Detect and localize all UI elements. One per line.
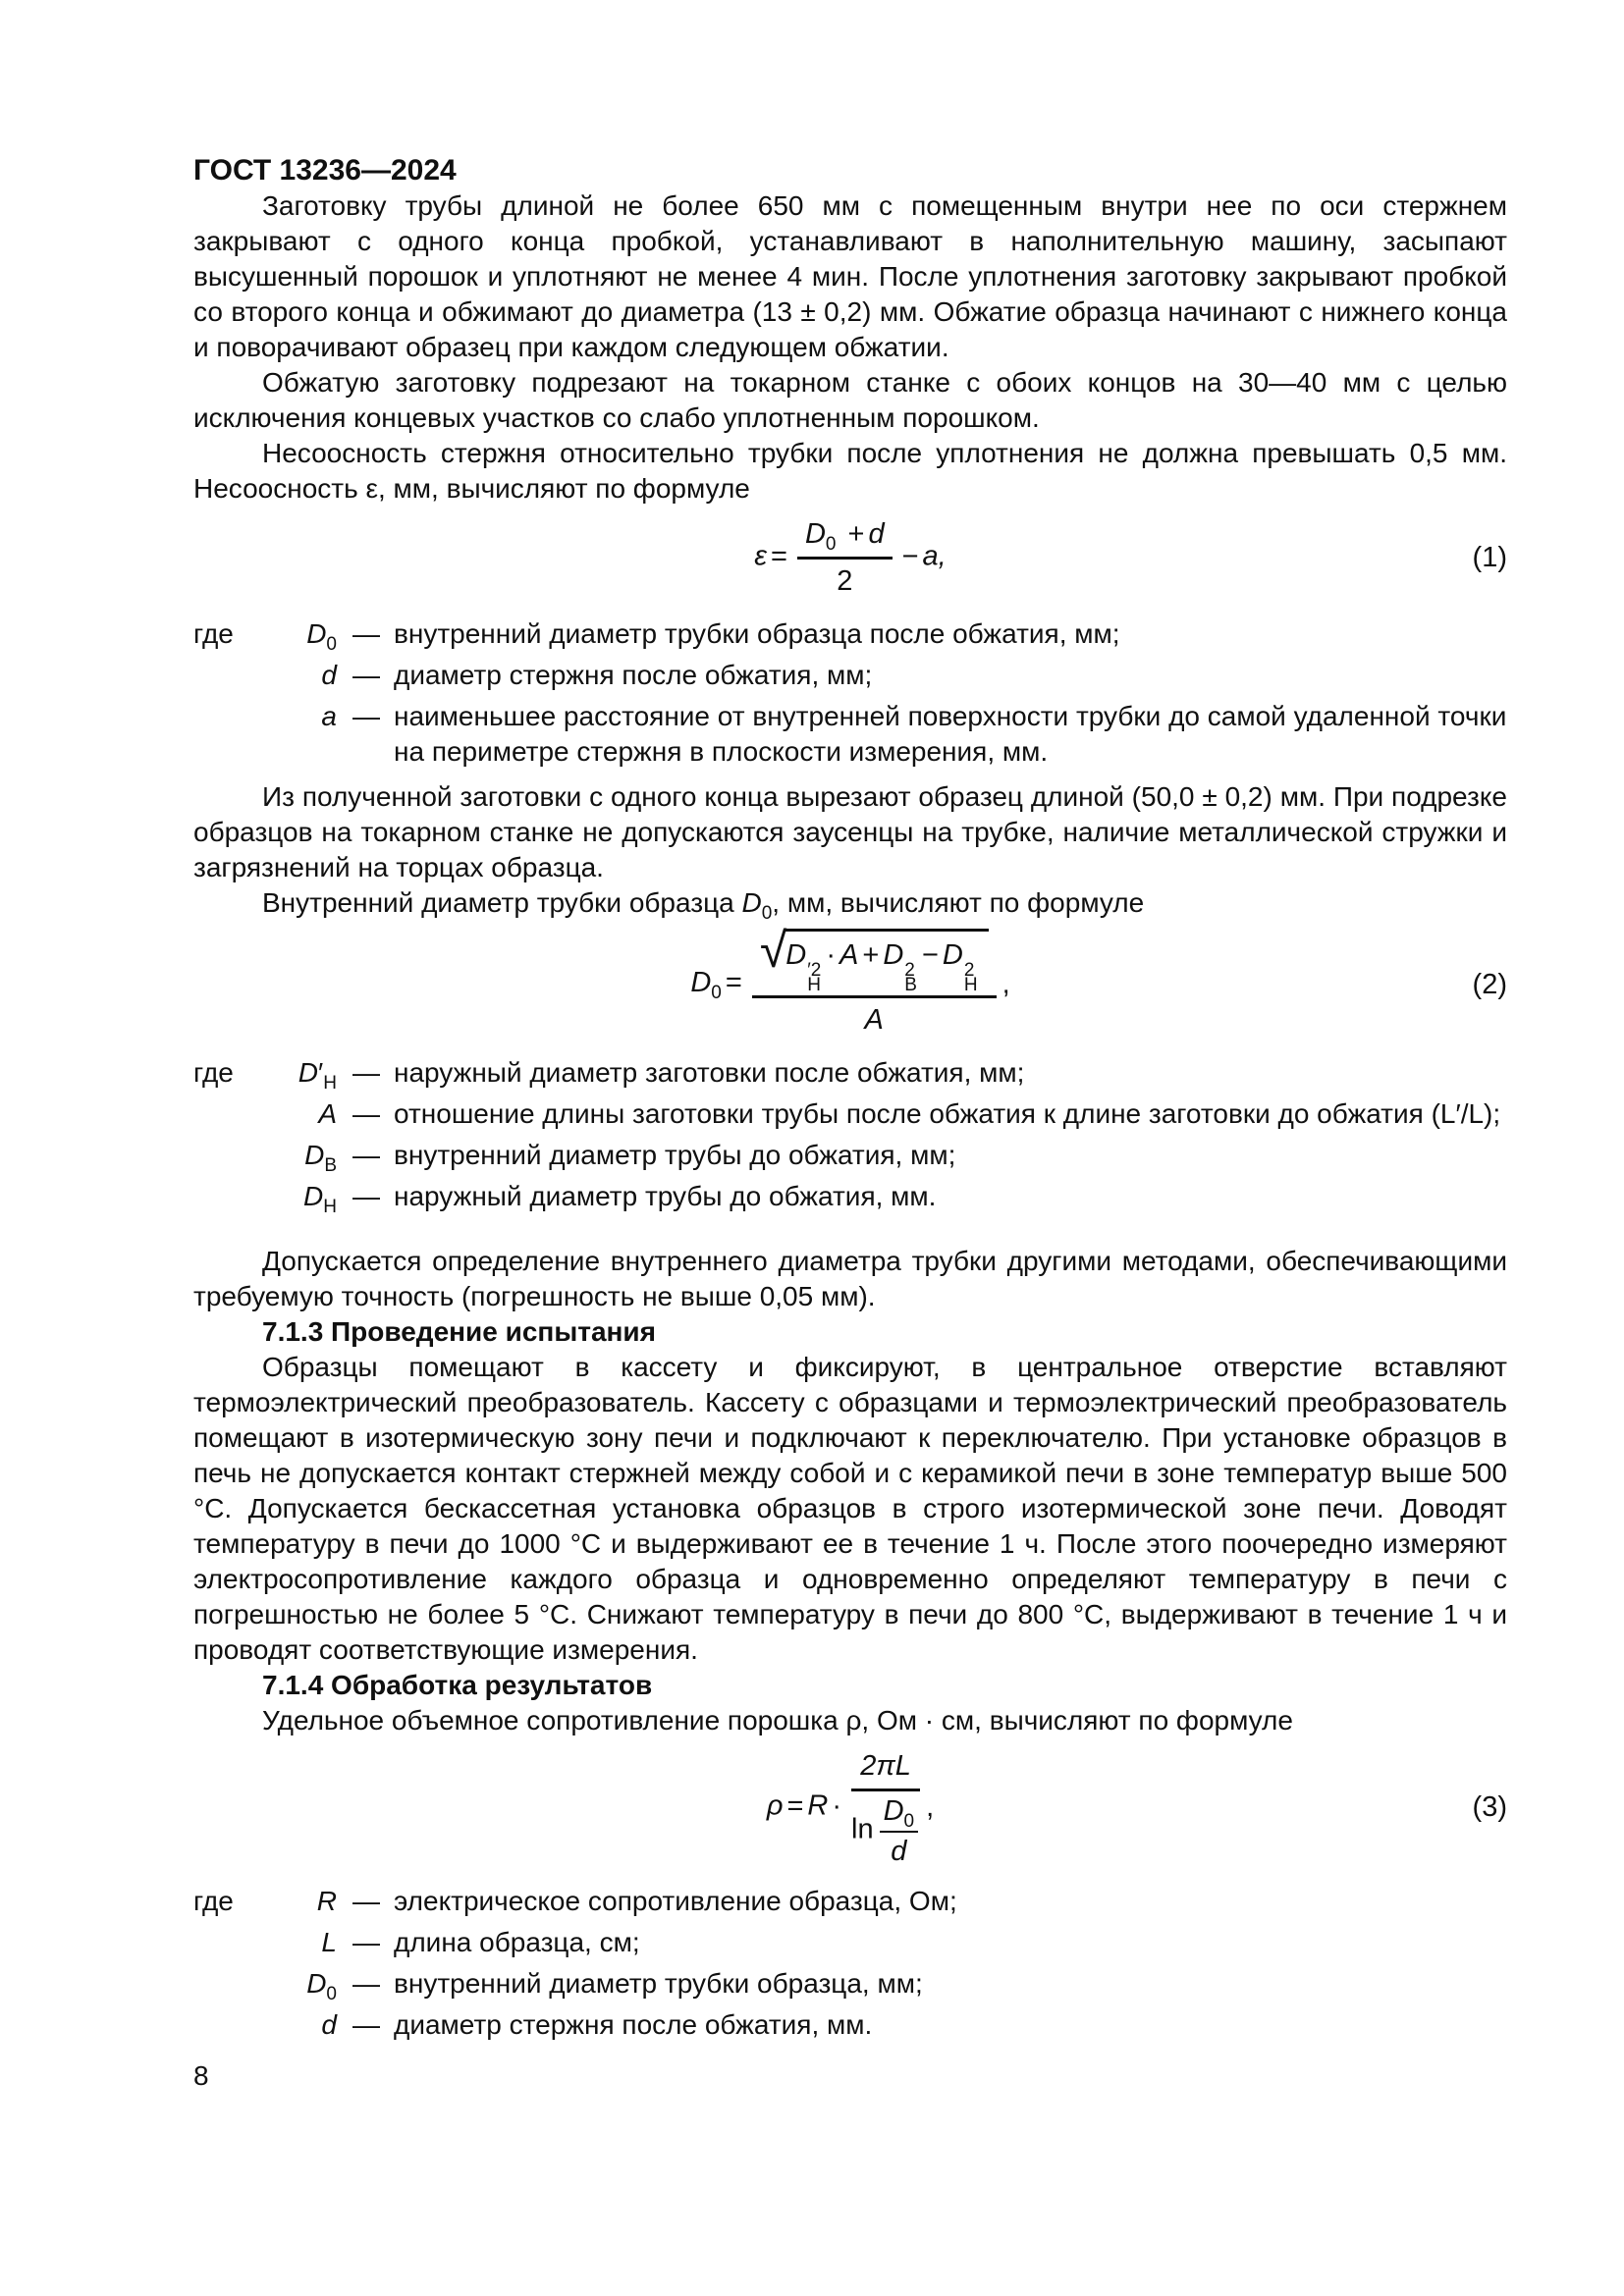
paragraph-blank-preparation: Заготовку трубы длиной не более 650 мм с помещенным внутри нее по оси стержнем закрывают с одного конца пробкой, устанавливают в наполнительную машину, засыпают высушенный порошок и уплотняют не менее 4 мин. После уплотнения заготовку закрывают пробкой со второго конца и обжимают до диаметра (13 ± 0,2) мм. Обжатие образца начинают с нижнего конца и поворачивают образец при каждом следующем обжатии. <box>193 190 1507 362</box>
dash: — <box>352 1886 380 1916</box>
document-header: ГОСТ 13236—2024 <box>193 154 457 187</box>
definition-row <box>193 1179 1507 1217</box>
paragraph-inner-diameter: Внутренний диаметр трубки образца $D_0$, мм, вычисляют по формуле <box>262 887 1145 924</box>
fraction: √ D ′2 Н · A + D 2 В − D 2 Н A <box>752 929 997 1040</box>
dash: — <box>352 1098 380 1129</box>
def-term: d <box>321 2009 337 2040</box>
def-text: отношение длины заготовки трубы после обжатия к длине заготовки до обжатия (L′/L); <box>394 1098 1501 1129</box>
paragraph-misalignment: Несоосность стержня относительно трубки после уплотнения не должна превышать 0,5 мм. Несоосность ε, мм, вычисляют по формуле <box>193 438 1507 504</box>
square-root: √ D ′2 Н · A + D 2 В − D 2 Н <box>760 929 989 992</box>
formula-3-expression: ρ = R · 2πL ln $\frac{D_0}{d}$ , <box>767 1746 934 1868</box>
formula-3 <box>193 1746 1507 1868</box>
dash: — <box>352 701 380 731</box>
definition-row <box>193 1096 1507 1132</box>
rho-symbol: ρ <box>766 1789 784 1822</box>
formula-1-number: (1) <box>1472 542 1507 573</box>
def-text: диаметр стержня после обжатия, мм. <box>394 2009 873 2040</box>
definition-list-2 <box>193 1055 1507 1217</box>
def-term: R <box>316 1886 337 1916</box>
page-number: 8 <box>193 2060 209 2091</box>
def-term: $D'_Н$ <box>298 1057 337 1094</box>
formula-2-number: (2) <box>1472 968 1507 1000</box>
definition-list-1 <box>193 616 1507 770</box>
dash: — <box>352 1181 380 1211</box>
formula-2 <box>193 923 1507 1040</box>
def-text: наружный диаметр заготовки после обжатия, мм; <box>394 1057 1025 1088</box>
dash: — <box>352 1057 380 1088</box>
def-term: d <box>321 660 337 690</box>
definition-row <box>193 1925 1507 1960</box>
fraction: 2πL ln $\frac{D_0}{d}$ <box>851 1746 920 1868</box>
def-lead: где <box>193 1886 234 1916</box>
def-text: длина образца, см; <box>394 1927 640 1957</box>
inner-fraction: $\frac{D_0}{d}$ <box>880 1793 919 1868</box>
def-term: $D_0$ <box>306 618 337 655</box>
definition-row <box>193 1055 1507 1094</box>
def-term: $D_В$ <box>304 1140 337 1176</box>
radical-sign: √ <box>759 923 787 978</box>
epsilon-symbol: ε <box>754 540 767 572</box>
definition-row <box>193 1138 1507 1176</box>
heading-7-1-3: 7.1.3 Проведение испытания <box>262 1316 656 1347</box>
def-term: L <box>321 1927 337 1957</box>
definition-row <box>193 699 1507 770</box>
definition-row <box>193 1966 1507 2002</box>
def-text: диаметр стержня после обжатия, мм; <box>394 660 873 690</box>
definition-row <box>193 616 1507 655</box>
def-term: $D_0$ <box>306 1968 337 2004</box>
dash: — <box>352 1140 380 1170</box>
paragraph-trimming: Обжатую заготовку подрезают на токарном станке с обоих концов на 30—40 мм с целью исключения концевых участков со слабо уплотненным порошком. <box>193 367 1507 433</box>
def-text: внутренний диаметр трубки образца после обжатия, мм; <box>394 618 1120 649</box>
def-text: наружный диаметр трубы до обжатия, мм. <box>394 1181 937 1211</box>
paragraph-other-methods: Допускается определение внутреннего диаметра трубки другими методами, обеспечивающими требуемую точность (погрешность не выше 0,05 мм). <box>193 1246 1507 1311</box>
def-term: A <box>318 1098 337 1129</box>
def-text: внутренний диаметр трубки образца, мм; <box>394 1968 923 1999</box>
dash: — <box>352 2009 380 2040</box>
formula-2-expression: $D_0$ = √ D ′2 Н · A + D 2 В − D 2 Н A , <box>690 929 1009 1040</box>
formula-3-number: (3) <box>1472 1791 1507 1823</box>
formula-1 <box>193 514 1507 601</box>
paragraph-sample-cutting: Из полученной заготовки с одного конца вырезают образец длиной (50,0 ± 0,2) мм. При подрезке образцов на токарном станке не допускаются заусенцы на трубке, наличие металлической стружки и загрязнений на торцах образца. <box>193 781 1507 882</box>
definition-row <box>193 658 1507 693</box>
def-text: внутренний диаметр трубы до обжатия, мм; <box>394 1140 956 1170</box>
def-text: наименьшее расстояние от внутренней поверхности трубки до самой удаленной точки на периметре стержня в плоскости измерения, мм. <box>394 701 1507 767</box>
def-lead: где <box>193 618 234 649</box>
dash: — <box>352 618 380 649</box>
dash: — <box>352 1968 380 1999</box>
heading-7-1-4: 7.1.4 Обработка результатов <box>262 1670 653 1700</box>
def-term: $D_Н$ <box>303 1181 337 1217</box>
definition-list-3 <box>193 1884 1507 2043</box>
def-term: a <box>321 701 337 731</box>
fraction: $\frac{D_0 + d}{2}$ <box>797 514 893 601</box>
definition-row <box>193 2007 1507 2043</box>
def-text: электрическое сопротивление образца, Ом; <box>394 1886 957 1916</box>
formula-1-expression: ε = $\frac{D_0 + d}{2}$ − a, <box>754 514 946 601</box>
paragraph-resistivity-intro: Удельное объемное сопротивление порошка ρ, Ом · см, вычисляют по формуле <box>262 1705 1293 1735</box>
definition-row <box>193 1884 1507 1919</box>
def-lead: где <box>193 1057 234 1088</box>
dash: — <box>352 660 380 690</box>
dash: — <box>352 1927 380 1957</box>
paragraph-test-procedure: Образцы помещают в кассету и фиксируют, в центральное отверстие вставляют термоэлектрический преобразователь. Кассету с образцами и термоэлектрический преобразователь помещают в изотермическую зону печи и подключают к переключателю. При установке образцов в печь не допускается контакт стержней между собой и с керамикой печи в зоне температур выше 500 °С. Допускается бескассетная установка образцов в строго изотермической зоне печи. Доводят температуру в печи до 1000 °С и выдерживают ее в течение 1 ч. После этого поочередно измеряют электросопротивление каждого образца и одновременно определяют температуру в печи с погрешностью не более 5 °С. Снижают температуру в печи до 800 °С, выдерживают в течение 1 ч и проводят соответствующие измерения. <box>193 1352 1507 1665</box>
